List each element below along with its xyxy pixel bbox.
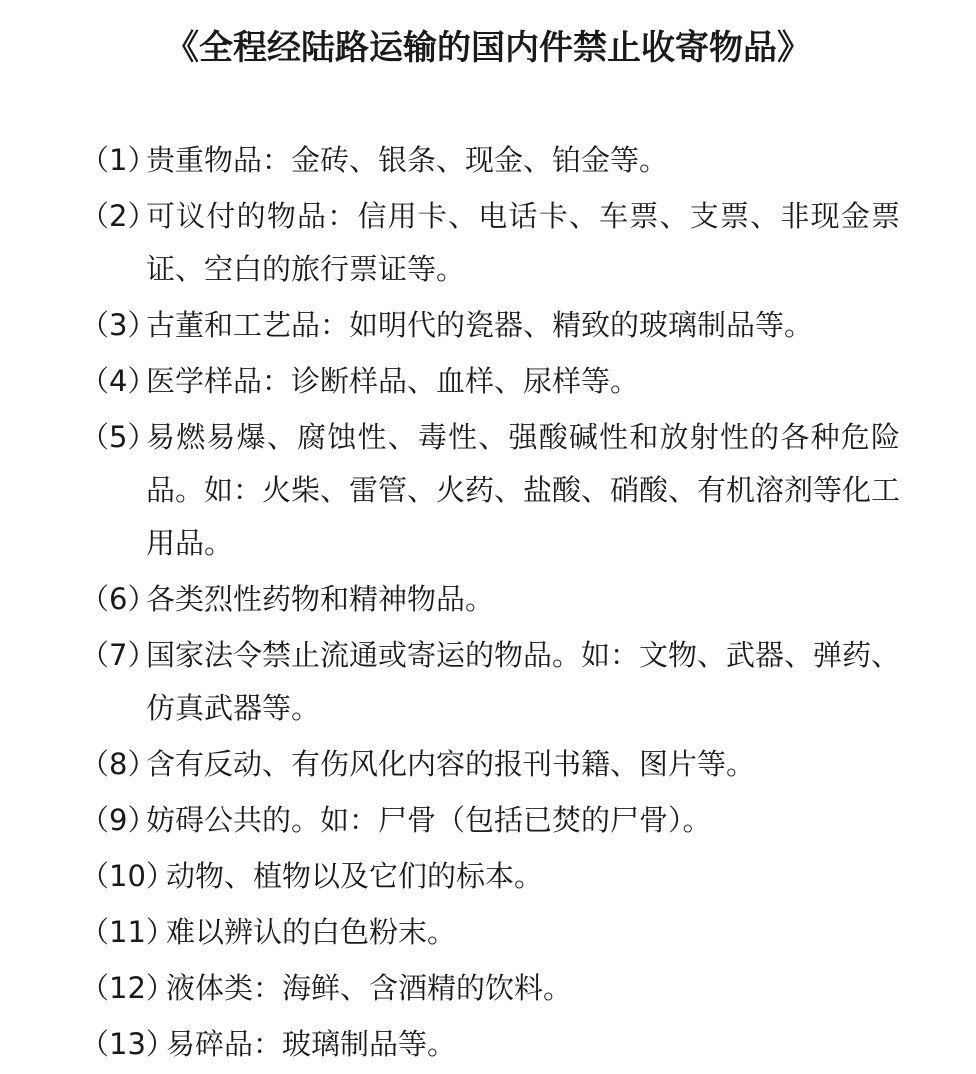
item-text: 动物、植物以及它们的标本。 bbox=[166, 859, 544, 893]
item-text: 易燃易爆、腐蚀性、毒性、强酸碱性和放射性的各种危险品。如：火柴、雷管、火药、盐酸、硝酸、有机溶剂等化工用品。 bbox=[146, 420, 901, 560]
item-text: 各类烈性药物和精神物品。 bbox=[146, 582, 495, 616]
list-item bbox=[80, 1018, 900, 1071]
item-number: （4） bbox=[80, 364, 157, 398]
item-number: （3） bbox=[80, 308, 157, 342]
item-text: 液体类：海鲜、含酒精的饮料。 bbox=[166, 971, 573, 1005]
item-text: 医学样品：诊断样品、血样、尿样等。 bbox=[146, 364, 640, 398]
page-title: 《全程经陆路运输的国内件禁止收寄物品》 bbox=[165, 28, 811, 68]
item-text: 妨碍公共的。如：尸骨（包括已焚的尸骨）。 bbox=[146, 803, 712, 837]
item-text: 含有反动、有伤风化内容的报刊书籍、图片等。 bbox=[146, 747, 756, 781]
list-item bbox=[80, 962, 900, 1015]
list-item bbox=[80, 411, 900, 570]
item-text: 贵重物品：金砖、银条、现金、铂金等。 bbox=[146, 143, 669, 177]
list-item bbox=[80, 906, 900, 959]
item-number: （5） bbox=[80, 420, 157, 454]
item-number: （7） bbox=[80, 638, 157, 672]
item-text: 难以辨认的白色粉末。 bbox=[166, 915, 457, 949]
item-number: （10） bbox=[80, 859, 175, 893]
item-text: 国家法令禁止流通或寄运的物品。如：文物、武器、弹药、仿真武器等。 bbox=[146, 638, 901, 725]
item-number: （9） bbox=[80, 803, 157, 837]
prohibited-items-list bbox=[80, 134, 900, 1074]
list-item bbox=[80, 629, 900, 735]
item-number: （6） bbox=[80, 582, 157, 616]
list-item bbox=[80, 134, 900, 187]
item-number: （2） bbox=[80, 199, 157, 233]
list-item bbox=[80, 794, 900, 847]
item-number: （12） bbox=[80, 971, 175, 1005]
item-text: 易碎品：玻璃制品等。 bbox=[166, 1027, 457, 1061]
list-item bbox=[80, 738, 900, 791]
list-item bbox=[80, 299, 900, 352]
item-number: （11） bbox=[80, 915, 175, 949]
item-number: （8） bbox=[80, 747, 157, 781]
item-text: 可议付的物品：信用卡、电话卡、车票、支票、非现金票证、空白的旅行票证等。 bbox=[146, 199, 900, 286]
list-item bbox=[80, 573, 900, 626]
item-number: （1） bbox=[80, 143, 157, 177]
list-item bbox=[80, 850, 900, 903]
list-item bbox=[80, 355, 900, 408]
item-number: （13） bbox=[80, 1027, 175, 1061]
list-item bbox=[80, 190, 900, 296]
item-text: 古董和工艺品：如明代的瓷器、精致的玻璃制品等。 bbox=[146, 308, 814, 342]
